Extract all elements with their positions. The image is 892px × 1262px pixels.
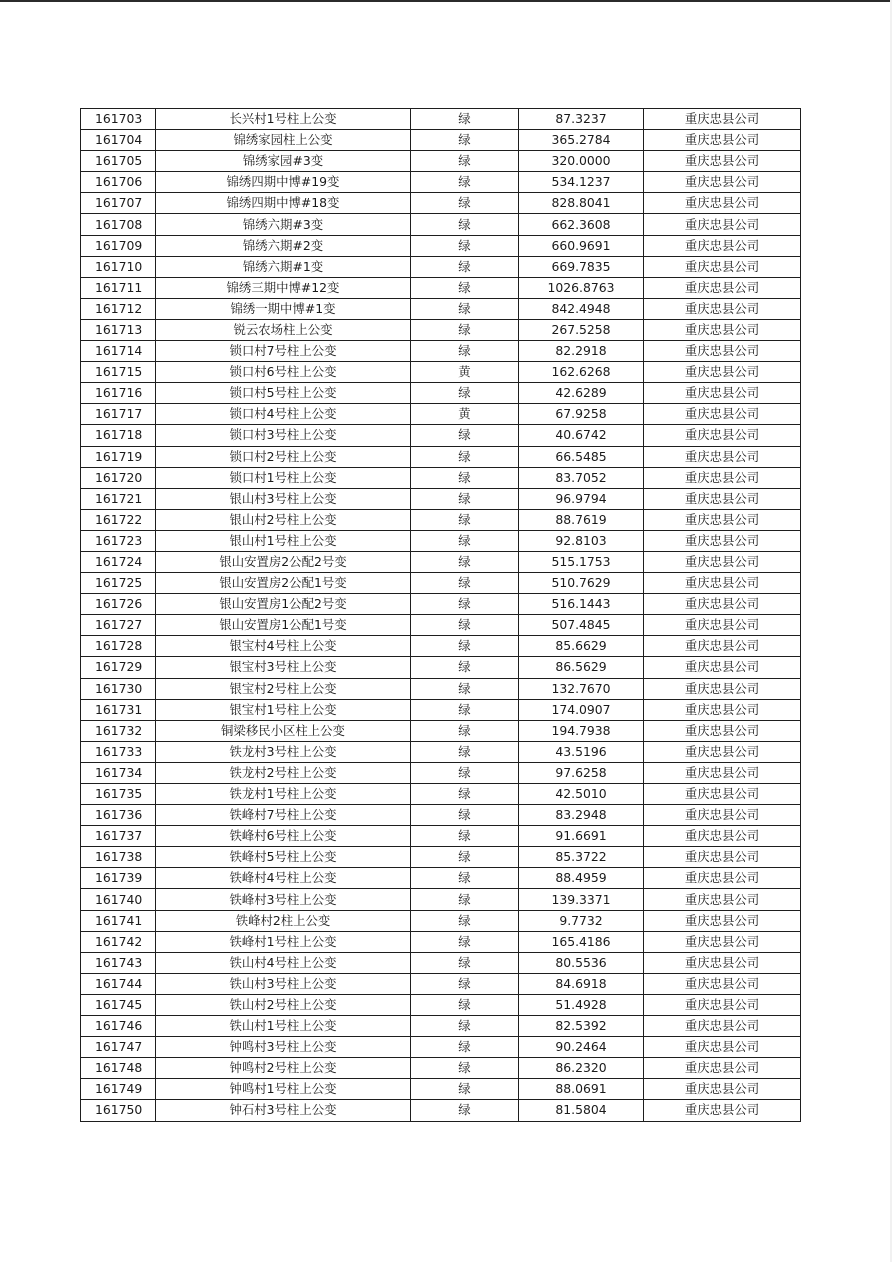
- cell-value: 96.9794: [519, 488, 644, 509]
- cell-id: 161705: [81, 151, 156, 172]
- cell-status: 绿: [411, 467, 519, 488]
- cell-name: 锦绣三期中博#12变: [156, 277, 411, 298]
- cell-value: 81.5804: [519, 1100, 644, 1121]
- cell-name: 铁山村3号柱上公变: [156, 973, 411, 994]
- cell-status: 绿: [411, 298, 519, 319]
- cell-name: 银宝村4号柱上公变: [156, 636, 411, 657]
- table-row: [81, 1079, 801, 1100]
- cell-company: 重庆忠县公司: [644, 277, 801, 298]
- cell-company: 重庆忠县公司: [644, 488, 801, 509]
- cell-id: 161719: [81, 446, 156, 467]
- cell-value: 9.7732: [519, 910, 644, 931]
- table-row: [81, 636, 801, 657]
- cell-name: 银山安置房2公配2号变: [156, 551, 411, 572]
- cell-company: 重庆忠县公司: [644, 826, 801, 847]
- cell-id: 161737: [81, 826, 156, 847]
- cell-id: 161728: [81, 636, 156, 657]
- cell-company: 重庆忠县公司: [644, 636, 801, 657]
- cell-id: 161723: [81, 530, 156, 551]
- table-row: [81, 130, 801, 151]
- cell-company: 重庆忠县公司: [644, 425, 801, 446]
- cell-status: 绿: [411, 973, 519, 994]
- cell-name: 铁峰村2柱上公变: [156, 910, 411, 931]
- table-row: [81, 404, 801, 425]
- table-row: [81, 805, 801, 826]
- cell-name: 锐云农场柱上公变: [156, 319, 411, 340]
- cell-name: 银山安置房1公配2号变: [156, 594, 411, 615]
- cell-status: 绿: [411, 720, 519, 741]
- cell-value: 67.9258: [519, 404, 644, 425]
- cell-status: 绿: [411, 741, 519, 762]
- cell-id: 161743: [81, 952, 156, 973]
- cell-value: 1026.8763: [519, 277, 644, 298]
- cell-id: 161742: [81, 931, 156, 952]
- cell-name: 铁龙村2号柱上公变: [156, 762, 411, 783]
- table-row: [81, 277, 801, 298]
- cell-name: 锦绣四期中博#18变: [156, 193, 411, 214]
- transformer-table: [80, 108, 801, 1122]
- cell-company: 重庆忠县公司: [644, 446, 801, 467]
- cell-name: 铁峰村7号柱上公变: [156, 805, 411, 826]
- cell-name: 银宝村3号柱上公变: [156, 657, 411, 678]
- cell-id: 161717: [81, 404, 156, 425]
- cell-value: 660.9691: [519, 235, 644, 256]
- cell-company: 重庆忠县公司: [644, 1058, 801, 1079]
- cell-company: 重庆忠县公司: [644, 1037, 801, 1058]
- cell-id: 161704: [81, 130, 156, 151]
- cell-name: 铁峰村3号柱上公变: [156, 889, 411, 910]
- cell-value: 267.5258: [519, 319, 644, 340]
- cell-value: 97.6258: [519, 762, 644, 783]
- cell-id: 161716: [81, 383, 156, 404]
- cell-id: 161711: [81, 277, 156, 298]
- cell-name: 银山村2号柱上公变: [156, 509, 411, 530]
- cell-status: 绿: [411, 1058, 519, 1079]
- cell-status: 绿: [411, 256, 519, 277]
- cell-id: 161738: [81, 847, 156, 868]
- cell-name: 锦绣六期#1变: [156, 256, 411, 277]
- cell-status: 绿: [411, 509, 519, 530]
- cell-company: 重庆忠县公司: [644, 362, 801, 383]
- cell-id: 161750: [81, 1100, 156, 1121]
- cell-status: 绿: [411, 805, 519, 826]
- cell-status: 绿: [411, 699, 519, 720]
- table-row: [81, 298, 801, 319]
- table-row: [81, 362, 801, 383]
- cell-status: 绿: [411, 826, 519, 847]
- table-row: [81, 720, 801, 741]
- table-row: [81, 1016, 801, 1037]
- cell-status: 绿: [411, 341, 519, 362]
- cell-status: 绿: [411, 868, 519, 889]
- cell-status: 绿: [411, 319, 519, 340]
- cell-company: 重庆忠县公司: [644, 151, 801, 172]
- cell-status: 绿: [411, 1100, 519, 1121]
- cell-value: 82.5392: [519, 1016, 644, 1037]
- cell-value: 42.5010: [519, 784, 644, 805]
- cell-id: 161740: [81, 889, 156, 910]
- cell-id: 161735: [81, 784, 156, 805]
- table-row: [81, 699, 801, 720]
- table-row: [81, 214, 801, 235]
- cell-status: 绿: [411, 889, 519, 910]
- cell-name: 锁口村6号柱上公变: [156, 362, 411, 383]
- cell-id: 161725: [81, 573, 156, 594]
- cell-status: 绿: [411, 1079, 519, 1100]
- cell-value: 515.1753: [519, 551, 644, 572]
- cell-id: 161720: [81, 467, 156, 488]
- document-page: [80, 108, 801, 1122]
- cell-value: 86.2320: [519, 1058, 644, 1079]
- cell-value: 82.2918: [519, 341, 644, 362]
- cell-status: 绿: [411, 130, 519, 151]
- cell-company: 重庆忠县公司: [644, 573, 801, 594]
- cell-value: 320.0000: [519, 151, 644, 172]
- cell-name: 钟鸣村1号柱上公变: [156, 1079, 411, 1100]
- cell-value: 80.5536: [519, 952, 644, 973]
- cell-status: 绿: [411, 151, 519, 172]
- cell-company: 重庆忠县公司: [644, 404, 801, 425]
- cell-value: 669.7835: [519, 256, 644, 277]
- cell-value: 43.5196: [519, 741, 644, 762]
- cell-status: 绿: [411, 530, 519, 551]
- table-row: [81, 847, 801, 868]
- table-row: [81, 319, 801, 340]
- cell-status: 绿: [411, 910, 519, 931]
- table-row: [81, 467, 801, 488]
- cell-name: 铁峰村4号柱上公变: [156, 868, 411, 889]
- cell-name: 钟鸣村2号柱上公变: [156, 1058, 411, 1079]
- cell-name: 银宝村2号柱上公变: [156, 678, 411, 699]
- cell-status: 绿: [411, 784, 519, 805]
- table-row: [81, 235, 801, 256]
- cell-status: 绿: [411, 678, 519, 699]
- cell-id: 161706: [81, 172, 156, 193]
- cell-company: 重庆忠县公司: [644, 889, 801, 910]
- cell-status: 绿: [411, 636, 519, 657]
- cell-status: 绿: [411, 383, 519, 404]
- cell-name: 钟石村3号柱上公变: [156, 1100, 411, 1121]
- cell-id: 161703: [81, 109, 156, 130]
- cell-company: 重庆忠县公司: [644, 952, 801, 973]
- cell-id: 161730: [81, 678, 156, 699]
- cell-status: 绿: [411, 109, 519, 130]
- table-row: [81, 931, 801, 952]
- cell-company: 重庆忠县公司: [644, 615, 801, 636]
- cell-name: 锦绣六期#3变: [156, 214, 411, 235]
- cell-id: 161718: [81, 425, 156, 446]
- cell-company: 重庆忠县公司: [644, 657, 801, 678]
- cell-value: 828.8041: [519, 193, 644, 214]
- table-row: [81, 594, 801, 615]
- cell-id: 161739: [81, 868, 156, 889]
- table-row: [81, 868, 801, 889]
- table-row: [81, 341, 801, 362]
- table-row: [81, 615, 801, 636]
- cell-value: 40.6742: [519, 425, 644, 446]
- cell-value: 91.6691: [519, 826, 644, 847]
- cell-value: 83.7052: [519, 467, 644, 488]
- cell-company: 重庆忠县公司: [644, 256, 801, 277]
- cell-company: 重庆忠县公司: [644, 741, 801, 762]
- cell-name: 长兴村1号柱上公变: [156, 109, 411, 130]
- cell-name: 锦绣一期中博#1变: [156, 298, 411, 319]
- table-row: [81, 109, 801, 130]
- cell-company: 重庆忠县公司: [644, 530, 801, 551]
- cell-company: 重庆忠县公司: [644, 551, 801, 572]
- cell-value: 42.6289: [519, 383, 644, 404]
- cell-status: 绿: [411, 425, 519, 446]
- cell-value: 174.0907: [519, 699, 644, 720]
- cell-status: 绿: [411, 277, 519, 298]
- cell-status: 绿: [411, 573, 519, 594]
- cell-name: 锁口村1号柱上公变: [156, 467, 411, 488]
- cell-value: 86.5629: [519, 657, 644, 678]
- cell-name: 铁峰村6号柱上公变: [156, 826, 411, 847]
- cell-name: 铁山村1号柱上公变: [156, 1016, 411, 1037]
- cell-name: 铁龙村3号柱上公变: [156, 741, 411, 762]
- cell-id: 161714: [81, 341, 156, 362]
- cell-status: 绿: [411, 214, 519, 235]
- table-row: [81, 573, 801, 594]
- cell-status: 绿: [411, 594, 519, 615]
- cell-status: 绿: [411, 762, 519, 783]
- cell-id: 161715: [81, 362, 156, 383]
- cell-company: 重庆忠县公司: [644, 1100, 801, 1121]
- cell-value: 88.4959: [519, 868, 644, 889]
- cell-name: 锁口村3号柱上公变: [156, 425, 411, 446]
- cell-status: 绿: [411, 952, 519, 973]
- cell-id: 161712: [81, 298, 156, 319]
- cell-name: 锁口村5号柱上公变: [156, 383, 411, 404]
- cell-company: 重庆忠县公司: [644, 341, 801, 362]
- table-row: [81, 784, 801, 805]
- cell-company: 重庆忠县公司: [644, 762, 801, 783]
- cell-id: 161729: [81, 657, 156, 678]
- table-row: [81, 551, 801, 572]
- cell-company: 重庆忠县公司: [644, 699, 801, 720]
- cell-name: 铁山村2号柱上公变: [156, 994, 411, 1015]
- cell-company: 重庆忠县公司: [644, 109, 801, 130]
- cell-company: 重庆忠县公司: [644, 193, 801, 214]
- cell-status: 绿: [411, 488, 519, 509]
- page-top-border: [0, 0, 892, 2]
- cell-id: 161736: [81, 805, 156, 826]
- cell-value: 139.3371: [519, 889, 644, 910]
- cell-name: 银山安置房1公配1号变: [156, 615, 411, 636]
- cell-name: 钟鸣村3号柱上公变: [156, 1037, 411, 1058]
- table-row: [81, 1100, 801, 1121]
- table-row: [81, 994, 801, 1015]
- cell-company: 重庆忠县公司: [644, 847, 801, 868]
- table-row: [81, 973, 801, 994]
- cell-name: 锁口村7号柱上公变: [156, 341, 411, 362]
- cell-name: 铜梁移民小区柱上公变: [156, 720, 411, 741]
- table-row: [81, 678, 801, 699]
- cell-status: 黄: [411, 362, 519, 383]
- cell-id: 161721: [81, 488, 156, 509]
- cell-status: 绿: [411, 1016, 519, 1037]
- table-row: [81, 1037, 801, 1058]
- cell-value: 165.4186: [519, 931, 644, 952]
- cell-status: 绿: [411, 446, 519, 467]
- cell-id: 161734: [81, 762, 156, 783]
- cell-id: 161713: [81, 319, 156, 340]
- table-row: [81, 1058, 801, 1079]
- cell-id: 161722: [81, 509, 156, 530]
- cell-value: 162.6268: [519, 362, 644, 383]
- cell-id: 161707: [81, 193, 156, 214]
- cell-value: 83.2948: [519, 805, 644, 826]
- cell-value: 365.2784: [519, 130, 644, 151]
- table-row: [81, 741, 801, 762]
- cell-company: 重庆忠县公司: [644, 868, 801, 889]
- cell-id: 161710: [81, 256, 156, 277]
- table-row: [81, 762, 801, 783]
- cell-company: 重庆忠县公司: [644, 931, 801, 952]
- cell-name: 铁山村4号柱上公变: [156, 952, 411, 973]
- cell-status: 黄: [411, 404, 519, 425]
- cell-name: 锦绣四期中博#19变: [156, 172, 411, 193]
- cell-status: 绿: [411, 551, 519, 572]
- cell-name: 银山安置房2公配1号变: [156, 573, 411, 594]
- cell-company: 重庆忠县公司: [644, 319, 801, 340]
- cell-id: 161727: [81, 615, 156, 636]
- cell-company: 重庆忠县公司: [644, 235, 801, 256]
- cell-company: 重庆忠县公司: [644, 298, 801, 319]
- cell-name: 锁口村4号柱上公变: [156, 404, 411, 425]
- cell-name: 锦绣家园柱上公变: [156, 130, 411, 151]
- cell-status: 绿: [411, 1037, 519, 1058]
- cell-value: 662.3608: [519, 214, 644, 235]
- table-row: [81, 256, 801, 277]
- cell-value: 87.3237: [519, 109, 644, 130]
- cell-id: 161746: [81, 1016, 156, 1037]
- cell-value: 510.7629: [519, 573, 644, 594]
- table-row: [81, 425, 801, 446]
- cell-id: 161726: [81, 594, 156, 615]
- cell-status: 绿: [411, 172, 519, 193]
- cell-name: 锁口村2号柱上公变: [156, 446, 411, 467]
- cell-value: 85.3722: [519, 847, 644, 868]
- cell-value: 85.6629: [519, 636, 644, 657]
- cell-name: 铁峰村5号柱上公变: [156, 847, 411, 868]
- cell-name: 锦绣六期#2变: [156, 235, 411, 256]
- cell-value: 194.7938: [519, 720, 644, 741]
- cell-company: 重庆忠县公司: [644, 509, 801, 530]
- table-row: [81, 530, 801, 551]
- cell-value: 516.1443: [519, 594, 644, 615]
- cell-value: 66.5485: [519, 446, 644, 467]
- cell-id: 161747: [81, 1037, 156, 1058]
- cell-status: 绿: [411, 235, 519, 256]
- cell-status: 绿: [411, 994, 519, 1015]
- cell-value: 132.7670: [519, 678, 644, 699]
- cell-company: 重庆忠县公司: [644, 784, 801, 805]
- cell-status: 绿: [411, 615, 519, 636]
- cell-name: 锦绣家园#3变: [156, 151, 411, 172]
- cell-id: 161709: [81, 235, 156, 256]
- table-row: [81, 193, 801, 214]
- cell-value: 88.0691: [519, 1079, 644, 1100]
- cell-id: 161749: [81, 1079, 156, 1100]
- cell-value: 88.7619: [519, 509, 644, 530]
- table-row: [81, 657, 801, 678]
- cell-name: 铁峰村1号柱上公变: [156, 931, 411, 952]
- table-row: [81, 172, 801, 193]
- cell-status: 绿: [411, 193, 519, 214]
- table-body: [81, 109, 801, 1122]
- cell-id: 161708: [81, 214, 156, 235]
- cell-name: 银山村1号柱上公变: [156, 530, 411, 551]
- cell-company: 重庆忠县公司: [644, 678, 801, 699]
- cell-company: 重庆忠县公司: [644, 1016, 801, 1037]
- table-row: [81, 383, 801, 404]
- cell-company: 重庆忠县公司: [644, 172, 801, 193]
- cell-id: 161741: [81, 910, 156, 931]
- table-row: [81, 509, 801, 530]
- cell-name: 银山村3号柱上公变: [156, 488, 411, 509]
- cell-company: 重庆忠县公司: [644, 383, 801, 404]
- cell-status: 绿: [411, 847, 519, 868]
- cell-id: 161732: [81, 720, 156, 741]
- cell-id: 161744: [81, 973, 156, 994]
- table-row: [81, 151, 801, 172]
- cell-value: 507.4845: [519, 615, 644, 636]
- cell-company: 重庆忠县公司: [644, 467, 801, 488]
- cell-id: 161748: [81, 1058, 156, 1079]
- cell-value: 84.6918: [519, 973, 644, 994]
- cell-company: 重庆忠县公司: [644, 594, 801, 615]
- cell-company: 重庆忠县公司: [644, 214, 801, 235]
- cell-value: 92.8103: [519, 530, 644, 551]
- table-row: [81, 952, 801, 973]
- cell-id: 161724: [81, 551, 156, 572]
- cell-id: 161731: [81, 699, 156, 720]
- table-row: [81, 488, 801, 509]
- cell-value: 534.1237: [519, 172, 644, 193]
- cell-value: 90.2464: [519, 1037, 644, 1058]
- cell-id: 161733: [81, 741, 156, 762]
- table-row: [81, 826, 801, 847]
- cell-company: 重庆忠县公司: [644, 973, 801, 994]
- cell-company: 重庆忠县公司: [644, 720, 801, 741]
- cell-name: 铁龙村1号柱上公变: [156, 784, 411, 805]
- cell-value: 51.4928: [519, 994, 644, 1015]
- cell-name: 银宝村1号柱上公变: [156, 699, 411, 720]
- cell-company: 重庆忠县公司: [644, 1079, 801, 1100]
- table-row: [81, 889, 801, 910]
- cell-company: 重庆忠县公司: [644, 130, 801, 151]
- cell-status: 绿: [411, 931, 519, 952]
- cell-company: 重庆忠县公司: [644, 805, 801, 826]
- cell-id: 161745: [81, 994, 156, 1015]
- cell-company: 重庆忠县公司: [644, 994, 801, 1015]
- table-row: [81, 446, 801, 467]
- cell-value: 842.4948: [519, 298, 644, 319]
- table-row: [81, 910, 801, 931]
- cell-company: 重庆忠县公司: [644, 910, 801, 931]
- cell-status: 绿: [411, 657, 519, 678]
